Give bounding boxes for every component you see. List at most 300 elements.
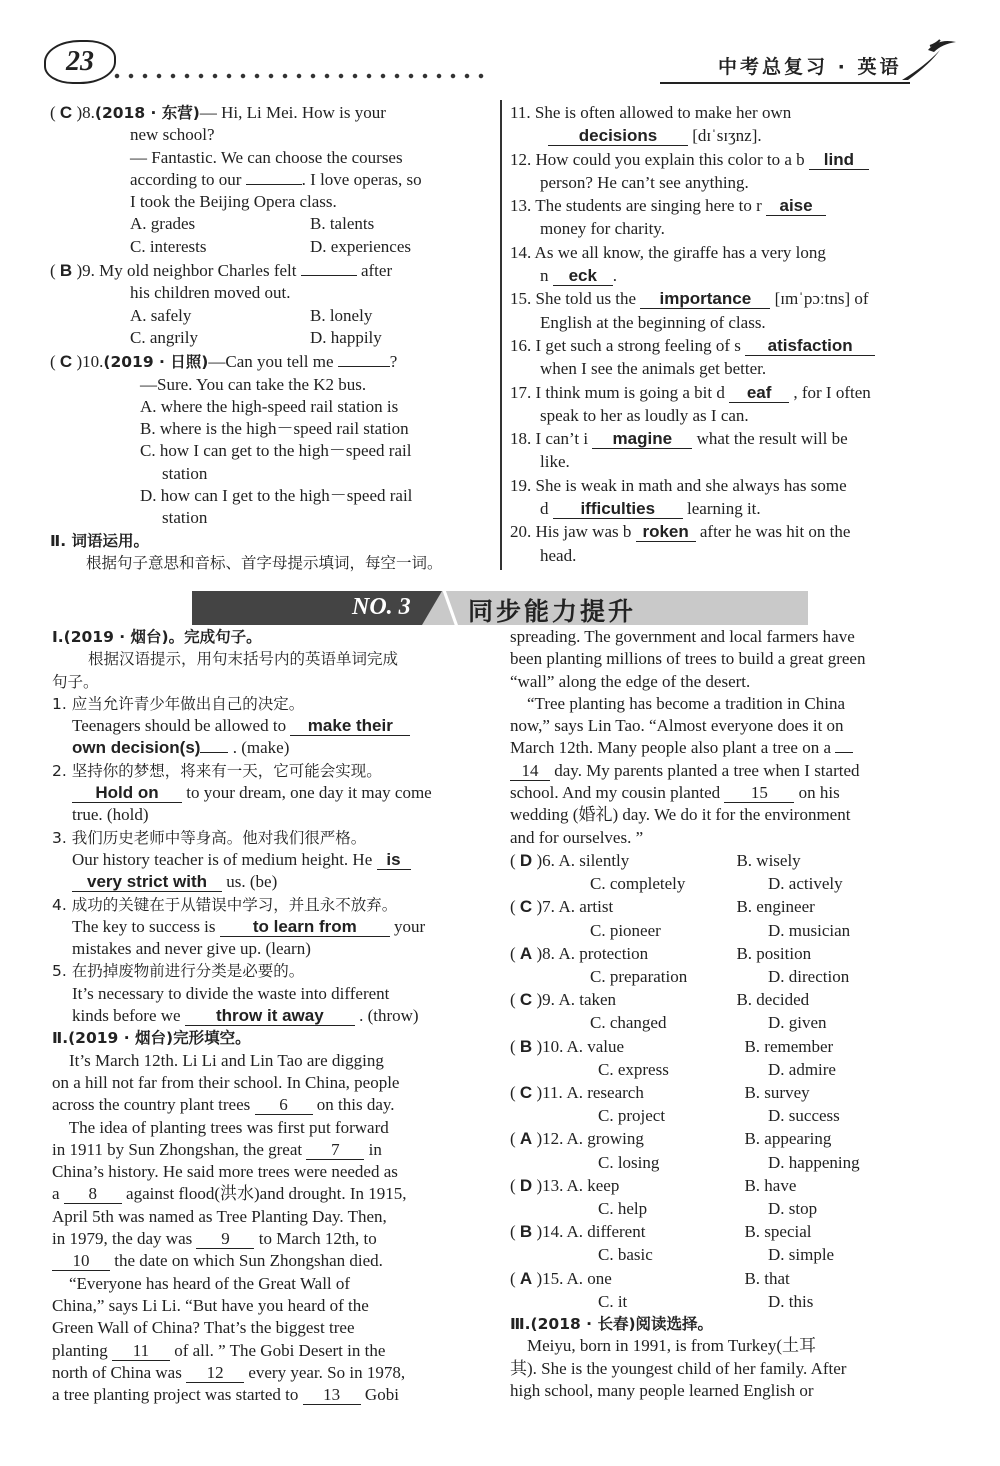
answer-choice: C [519,990,533,1010]
option: D. happening [768,1152,860,1172]
option: A. value [566,1036,625,1056]
mc-row [510,1058,950,1081]
question-line [510,194,950,217]
question-line: English at the beginning of class. [540,312,766,332]
answer-blank [338,366,390,367]
text-span: 11. She is often allowed to make her own [510,103,792,122]
option: D. experiences [310,236,412,256]
sentence: true. (hold) [72,805,149,825]
option: C. completely [590,874,686,894]
paren-open: ( [50,103,60,122]
options-row [50,327,492,349]
option: B. remember [744,1036,834,1056]
text-span: [ɪmˈpɔːtns] of [770,289,869,309]
sentence [52,871,492,893]
sentence-cn [52,693,492,715]
question-line: when I see the animals get better. [540,359,767,379]
chinese-prompt: 5. 在扔掉废物前进行分类是必要的。 [52,962,305,981]
cloze-blank: 11 [112,1341,170,1361]
chinese-prompt: 3. 我们历史老师中等身高。他对我们很严格。 [52,828,367,847]
sentence: It’s necessary to divide the waste into different [72,983,390,1003]
question-line: head. [540,545,577,565]
passage-line [52,1206,492,1228]
passage-line [52,1340,492,1362]
mc-row [510,1290,950,1313]
text-span: a [52,1184,64,1204]
option: C. changed [590,1013,667,1033]
paren-open: ( [510,1175,520,1195]
answer-blank: magine [592,429,692,449]
option: C. express [598,1059,669,1079]
text-span: on a hill not far from their school. In China, people [52,1072,400,1092]
text-span: ? [389,352,398,372]
text-span: , for I often [789,382,871,402]
sentence-cn [52,960,492,982]
text-span: your [389,916,426,936]
text-span: (2019 · 日照) [103,353,209,372]
text-span: learning it. [682,499,761,519]
text-span: day. My parents planted a tree when I started [550,760,860,780]
question-line [510,287,950,310]
text-span: the date on which Sun Zhongshan died. [110,1251,383,1271]
text-span: in [364,1139,382,1159]
text-span: “wall” along the edge of the desert. [510,671,751,691]
option: A. growing [566,1129,644,1149]
option: B. lonely [310,305,373,325]
question-number: )14. [536,1222,564,1242]
q10-option: A. where the high-speed rail station is [140,396,399,416]
text-span: . (throw) [354,1006,419,1026]
answer-blank: lind [809,150,869,170]
passage-line [510,782,950,804]
paren-open: ( [510,1083,520,1102]
cloze-blank: 14 [510,761,550,781]
text-span: “Everyone has heard of the Great Wall of [52,1273,351,1293]
answer-choice: C [59,103,73,122]
text-span: )10. [76,352,104,372]
q10-option: C. how I can get to the high－speed rail [140,441,412,461]
answer-blank: is [377,850,411,870]
option: C. basic [598,1245,653,1265]
option: D. actively [768,874,843,894]
question-line [510,124,950,147]
option: C. angrily [130,327,198,347]
sentence [52,916,492,938]
q8-line [50,102,492,124]
passage-line [52,1072,492,1094]
answer-blank: throw it away [185,1006,355,1026]
mc-row [510,965,950,988]
text-span: April 5th was named as Tree Planting Day. Then, [52,1206,387,1226]
option: A. one [566,1268,612,1288]
paren-open: ( [510,1268,520,1288]
text-span: in 1979, the day was [52,1229,197,1249]
text-span: 17. I think mum is going a bit d [510,382,730,402]
option: D. simple [768,1245,835,1265]
text-span: to March 12th, to [254,1229,377,1249]
cloze-blank: 7 [306,1140,364,1160]
option: C. help [598,1199,648,1219]
text-span: — Hi, Li Mei. How is your [199,103,386,122]
paren-open: ( [510,897,520,917]
cloze-blank: 6 [255,1095,313,1115]
question-line [510,148,950,171]
option: A. taken [558,990,617,1010]
text-span: after [356,261,393,281]
answer-choice: A [519,1129,533,1149]
question-line: money for charity. [540,219,665,239]
section-title [510,1313,950,1335]
mc-row [510,1197,950,1220]
option: D. admire [768,1059,836,1079]
sentence [52,782,492,804]
question-number: )7. [536,897,555,917]
text-span: on his [794,783,840,803]
text-span: n [540,266,553,286]
text-span: 19. She is weak in math and she always has some [510,475,847,495]
section-heading: Ⅱ. 词语运用。 [50,531,149,550]
word-usage-questions [510,101,950,567]
option: D. stop [768,1199,818,1219]
passage-line [52,1050,492,1072]
passage-line [52,1384,492,1406]
mc-row [510,942,950,965]
option: A. grades [130,214,196,234]
options-row [50,213,492,235]
question-number: )10. [536,1036,564,1056]
chinese-prompt: 2. 坚持你的梦想，将来有一天，它可能会实现。 [52,761,382,780]
text-span: China,” says Li Li. “But have you heard of the [52,1295,369,1315]
question-line [510,520,950,543]
text-span: The key to success is [72,916,220,936]
text-span: China’s history. He said more trees were needed as [52,1162,398,1182]
section-title [52,626,492,648]
question-line: person? He can’t see anything. [540,172,749,192]
option: A. keep [566,1175,620,1195]
options-row [50,236,492,258]
passage-line [510,693,950,715]
cloze-blank: 15 [724,783,794,803]
passage-line [52,1273,492,1295]
section-heading: Ⅱ.(2019 · 烟台)完形填空。 [52,1029,251,1048]
sentence-cn [52,760,492,782]
option: A. protection [558,943,649,963]
option: B. engineer [736,897,815,917]
option: C. it [598,1291,628,1311]
section-heading: Ⅰ.(2019 · 烟台)。完成句子。 [52,628,262,646]
answer-blank: very strict with [72,872,222,892]
passage-line [52,1117,492,1139]
header-rule [660,82,910,84]
section-title [50,530,492,552]
sentence [52,1005,492,1027]
text-span: of all. ” The Gobi Desert in the [169,1340,386,1360]
text-span: across the country plant trees [52,1095,255,1115]
page-number: 23 [44,40,116,84]
question-line [510,101,950,124]
text-span: 12. How could you explain this color to a b [510,149,809,169]
text-span: The idea of planting trees was first put forward [52,1117,389,1137]
chinese-prompt: 1. 应当允许青少年做出自己的决定。 [52,694,305,713]
option: C. project [598,1106,666,1126]
question-number: )9. [536,990,555,1010]
sentence-cn [52,894,492,916]
answer-choice: D [519,1175,533,1195]
sentence-cn [52,827,492,849]
option: B. appearing [744,1129,832,1149]
text-span: a tree planting project was started to [52,1385,303,1405]
answer-blank: eck [553,266,613,286]
text-span: 14. As we all know, the giraffe has a very long [510,242,826,262]
answer-blank: ifficulties [553,499,683,519]
mc-row [510,872,950,895]
text-span: every year. So in 1978, [244,1362,406,1382]
mc-row [510,849,950,872]
question-number: )15. [536,1268,564,1288]
text-span: to your dream, one day it may come [182,783,432,803]
reading-line: high school, many people learned English or [510,1380,814,1400]
option: C. preparation [590,966,688,986]
text-span: now,” says Lin Tao. “Almost everyone does it on [510,716,844,736]
q10-option: station [162,463,208,483]
cloze-blank: 9 [196,1229,254,1249]
text-span: on this day. [312,1095,395,1115]
answer-blank: make their [290,716,410,736]
mc-row [510,1151,950,1174]
mc-row [510,1220,950,1243]
question-line [510,381,950,404]
passage-line [510,760,950,782]
section-heading: Ⅲ.(2018 · 长春)阅读选择。 [510,1315,714,1334]
text-span: school. And my cousin planted [510,783,725,803]
sentence [52,715,492,737]
text-span: )8. [76,103,95,122]
paren-open: ( [50,261,60,281]
paren-open: ( [510,850,520,870]
mc-row [510,1035,950,1058]
text-span: planting [52,1340,112,1360]
question-number: )6. [536,850,555,870]
chinese-prompt: 4. 成功的关键在于从错误中学习，并且永不放弃。 [52,895,398,914]
text-span: Gobi [360,1385,399,1405]
text-span: . (make) [228,738,290,758]
text-span: “Tree planting has become a tradition in China [510,693,846,713]
option: D. this [768,1291,814,1311]
question-line [510,241,950,264]
section-desc [52,671,492,693]
banner-title: 同步能力提升 [468,597,637,626]
paren-open: ( [510,943,520,963]
option: B. survey [744,1083,810,1102]
passage-line [52,1161,492,1183]
option: D. success [768,1106,840,1126]
question-line: like. [540,452,570,472]
passage-line [510,648,950,670]
option: D. musician [768,920,851,940]
text-span: kinds before we [72,1006,185,1026]
cloze-blank [835,752,853,753]
answer-choice: C [519,897,533,917]
cloze-blank: 8 [64,1184,122,1204]
text-span: us. (be) [222,872,278,892]
option: A. silently [558,850,630,870]
option: B. talents [310,214,375,234]
passage-line [510,715,950,737]
paren-open: ( [510,1222,520,1242]
answer-blank: to learn from [220,917,390,937]
text-span: Green Wall of China? That’s the biggest tree [52,1318,355,1338]
option: B. wisely [736,850,801,870]
text-span: March 12th. Many people also plant a tree on a [510,738,836,758]
text-span: [dɪˈsɪʒnz]. [688,126,762,146]
sentence: mistakes and never give up. (learn) [72,939,311,959]
answer-choice: C [519,1083,533,1102]
left-bottom-column [52,626,492,1406]
q8-line: new school? [130,125,215,145]
option: D. happily [310,327,382,347]
reading-line: 其). She is the youngest child of her family. After [510,1358,847,1378]
text-span: Our history teacher is of medium height. He [72,849,377,869]
answer-text: own decision(s) [72,738,201,758]
q9-line [50,260,492,282]
q9-line: his children moved out. [130,283,291,303]
paren-open: ( [510,990,520,1010]
text-span: after he was hit on the [695,522,851,542]
passage-line [52,1228,492,1250]
q10-line: —Sure. You can take the K2 bus. [140,374,367,394]
question-line [510,497,950,520]
text-span: It’s March 12th. Li Li and Lin Tao are digging [52,1050,384,1070]
q8-line: — Fantastic. We can choose the courses [130,147,403,167]
q10-option: D. how can I get to the high－speed rail [140,486,413,506]
text-span: north of China was [52,1362,187,1382]
text-span: . [612,266,617,286]
question-line [510,474,950,497]
question-line [510,427,950,450]
paren-open: ( [50,352,60,372]
text-span: 18. I can’t i [510,429,593,449]
left-top-column [50,102,492,574]
cloze-blank: 12 [186,1363,244,1383]
section-desc [50,552,492,574]
answer-blank: roken [636,522,696,542]
answer-blank: atisfaction [745,336,875,356]
option: B. have [744,1175,797,1195]
text-span: )9. My old neighbor Charles felt [76,261,301,281]
section-desc [52,648,492,670]
option: D. direction [768,966,850,986]
option: C. interests [130,236,207,256]
text-span: wedding (婚礼) day. We do it for the environment [510,805,851,825]
passage-line [52,1317,492,1339]
text-span: been planting millions of trees to build a great green [510,649,866,669]
mc-row [510,1243,950,1266]
passage-line [52,1139,492,1161]
options-row [50,305,492,327]
mc-row [510,1011,950,1034]
mc-row [510,895,950,918]
text-span: 20. His jaw was b [510,522,636,542]
answer-blank: Hold on [72,783,182,803]
passage-line [510,626,950,648]
option: B. special [744,1222,812,1242]
answer-blank: eaf [729,383,789,403]
answer-blank [246,184,302,185]
option: C. losing [598,1152,660,1172]
answer-choice: B [519,1036,533,1056]
text-span: 16. I get such a strong feeling of s [510,335,746,355]
option: A. safely [130,305,192,325]
passage-line [510,804,950,826]
answer-blank: decisions [548,126,688,146]
passage-line [52,1183,492,1205]
text-span: 15. She told us the [510,289,641,309]
q8-line: I took the Beijing Opera class. [130,192,337,212]
option: B. that [744,1268,790,1288]
mc-row [510,1081,950,1104]
passage-line [510,737,950,759]
question-number: )13. [536,1175,564,1195]
mc-row [510,1174,950,1197]
paren-open: ( [510,1036,520,1056]
answer-choice: A [519,943,533,963]
bird-swoosh-icon [900,36,960,86]
passage-line [52,1362,492,1384]
text-span: d [540,499,553,519]
passage-line [52,1250,492,1272]
question-line [510,334,950,357]
answer-choice: D [519,850,533,870]
option: D. given [768,1013,827,1033]
text-span: 13. The students are singing here to r [510,196,767,216]
q10-line [50,351,492,373]
option: A. different [566,1222,646,1242]
question-line [510,264,950,287]
answer-choice: C [59,352,73,372]
section-title [52,1027,492,1049]
option: B. decided [736,990,810,1010]
header-title: 中考总复习 · 英语 [718,56,902,78]
banner-number: NO. 3 [352,594,411,620]
option: A. artist [558,897,614,917]
question-number: )11. [536,1083,563,1102]
answer-blank [200,752,228,753]
question-number: )12. [536,1129,564,1149]
text-span: what the result will be [692,429,848,449]
text-span: against flood(洪水)and drought. In 1915, [121,1184,407,1204]
answer-choice: B [519,1222,533,1242]
paren-open: ( [510,1129,520,1149]
text-span: and for ourselves. ” [510,827,644,847]
text-span: (2018 · 东营) [94,104,200,122]
right-bottom-column [510,626,950,1402]
answer-blank: importance [640,289,770,309]
text-span: in 1911 by Sun Zhongshan, the great [52,1139,307,1159]
decorative-dots [110,72,490,80]
passage-line [52,1094,492,1116]
text-span: —Can you tell me [208,352,338,372]
answer-blank: aise [766,196,826,216]
answer-choice: B [59,261,73,281]
q10-option: station [162,508,208,528]
cloze-blank: 10 [52,1251,110,1271]
question-number: )8. [536,943,555,963]
passage-line [510,827,950,849]
mc-row [510,988,950,1011]
text-span: . I love operas, so [301,169,422,189]
mc-row [510,1267,950,1290]
sentence [52,737,492,759]
